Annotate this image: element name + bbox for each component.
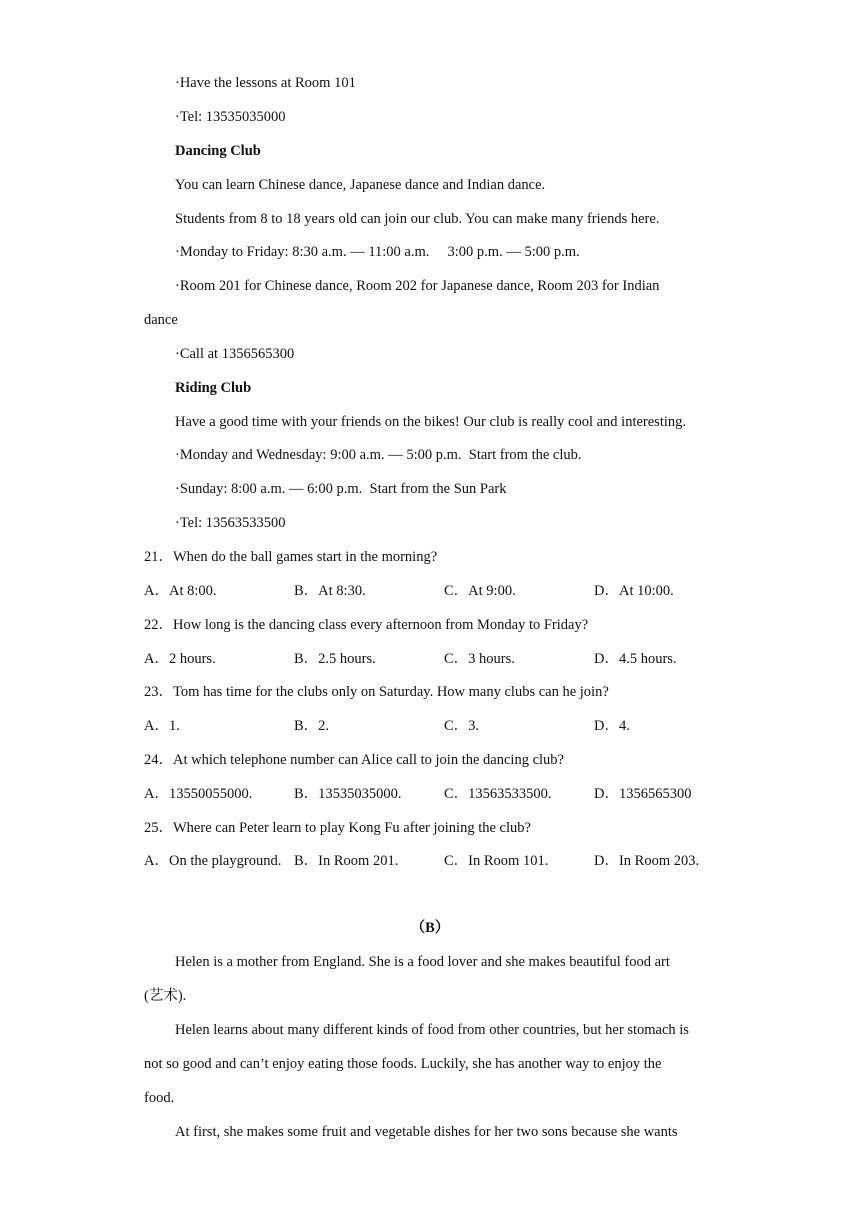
text-line: ·Room 201 for Chinese dance, Room 202 for Japanese dance, Room 203 for Indian [175,278,660,294]
text-line: ·Monday to Friday: 8:30 a.m. — 11:00 a.m. 3:00 p.m. — 5:00 p.m. [175,244,580,260]
text-line: ·Tel: 13563533500 [175,515,286,531]
text-line: Have a good time with your friends on the bikes! Our club is really cool and interesting. [175,414,686,430]
paragraph-line: Helen is a mother from England. She is a food lover and she makes beautiful food art [175,954,670,970]
paragraph-line: (艺术). [144,988,187,1004]
text-line: dance [144,312,178,328]
option-b: B．In Room 201. [294,853,399,869]
option-d: D．4. [594,718,630,734]
paragraph-line: At first, she makes some fruit and vegetable dishes for her two sons because she wants [175,1124,678,1140]
question-stem: 23．Tom has time for the clubs only on Saturday. How many clubs can he join? [144,684,609,700]
option-c: C．In Room 101. [444,853,549,869]
option-a: A．At 8:00. [144,583,217,599]
text-line: ·Have the lessons at Room 101 [175,75,356,91]
option-c: C．3. [444,718,480,734]
text-line: ·Sunday: 8:00 a.m. — 6:00 p.m. Start from the Sun Park [175,481,507,497]
question-stem: 21．When do the ball games start in the morning? [144,549,438,565]
dancing-club-heading: Dancing Club [175,143,261,159]
option-d: D．At 10:00. [594,583,674,599]
paragraph-line: not so good and can’t enjoy eating those foods. Luckily, she has another way to enjoy the [144,1056,662,1072]
text-line: ·Monday and Wednesday: 9:00 a.m. — 5:00 p.m. Start from the club. [175,447,582,463]
option-a: A．13550055000. [144,786,253,802]
text-line: ·Tel: 13535035000 [175,109,286,125]
option-b: B．At 8:30. [294,583,366,599]
option-d: D．1356565300 [594,786,692,802]
question-stem: 22．How long is the dancing class every afternoon from Monday to Friday? [144,617,589,633]
option-c: C．At 9:00. [444,583,516,599]
text-line: Students from 8 to 18 years old can join our club. You can make many friends here. [175,211,660,227]
option-a: A．1. [144,718,180,734]
option-c: C．13563533500. [444,786,552,802]
paragraph-line: food. [144,1090,175,1106]
option-a: A．On the playground. [144,853,282,869]
section-title: （B） [410,920,450,936]
option-d: D．In Room 203. [594,853,700,869]
question-stem: 25．Where can Peter learn to play Kong Fu after joining the club? [144,820,531,836]
text-line: ·Call at 1356565300 [175,346,295,362]
paragraph-line: Helen learns about many different kinds of food from other countries, but her stomach is [175,1022,689,1038]
option-b: B．13535035000. [294,786,402,802]
option-b: B．2. [294,718,330,734]
riding-club-heading: Riding Club [175,380,252,396]
option-d: D．4.5 hours. [594,651,677,667]
option-a: A．2 hours. [144,651,216,667]
option-b: B．2.5 hours. [294,651,376,667]
text-line: You can learn Chinese dance, Japanese dance and Indian dance. [175,177,546,193]
question-stem: 24．At which telephone number can Alice call to join the dancing club? [144,752,564,768]
option-c: C．3 hours. [444,651,515,667]
